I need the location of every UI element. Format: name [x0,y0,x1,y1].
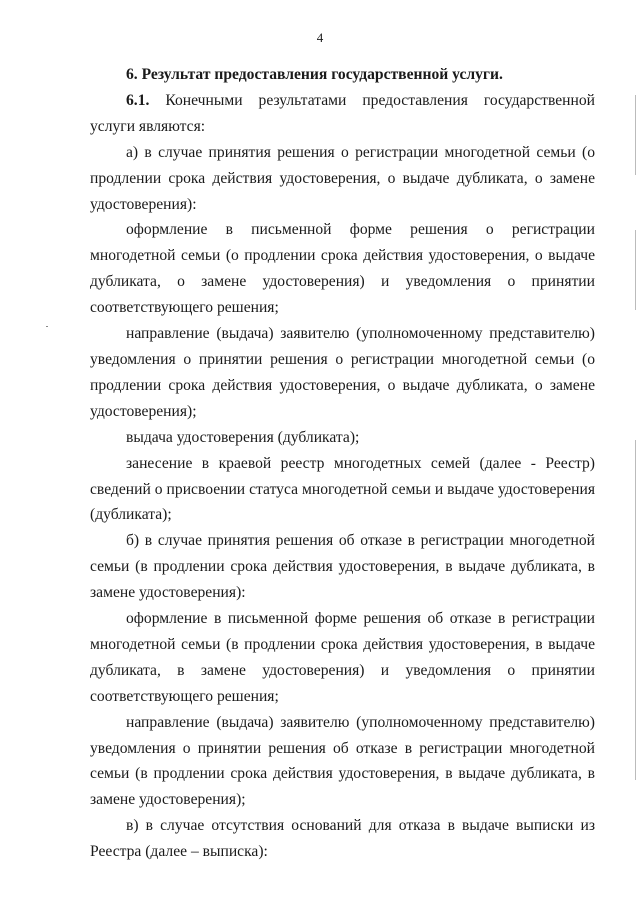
clause-6-1 [90,88,595,140]
scan-dot [46,326,48,327]
paragraph-a: а) в случае принятия решения о регистрации многодетной семьи (о продлении срока действия удостоверения, о выдаче дубликата, о замене удостоверения): [90,143,595,213]
paragraph-a-3: выдача удостоверения (дубликата); [126,428,360,446]
scan-edge-mark [635,440,636,780]
paragraph-v: в) в случае отсутствия оснований для отказа в выдаче выписки из Реестра (далее – выписка): [90,817,595,861]
clause-text: Конечными результатами предоставления государственной услуги являются: [90,91,595,135]
paragraph-b: б) в случае принятия решения об отказе в регистрации многодетной семьи (в продлении срока действия удостоверения, в выдаче дубликата, в замене удостоверения): [90,532,595,602]
paragraph-a-4: занесение в краевой реестр многодетных семей (далее - Реестр) сведений о присвоении статуса многодетной семьи и выдаче удостоверения (дубликата); [90,454,595,524]
paragraph-b-1: оформление в письменной форме решения об отказе в регистрации многодетной семьи (в продлении срока действия удостоверения, в выдаче дубликата, в замене удостоверения) и уведомления о принятии соответствующего решения; [90,610,595,705]
paragraph-a-2: направление (выдача) заявителю (уполномоченному представителю) уведомления о принятии решения о регистрации многодетной семьи (о продлении срока действия удостоверения, о выдаче дубликата, о замене удостоверения); [90,325,595,420]
paragraph-a-1: оформление в письменной форме решения о регистрации многодетной семьи (о продлении срока действия удостоверения, о выдаче дубликата, о замене удостоверения) и уведомления о принятии соответствующего решения; [90,221,595,317]
page-number: 4 [316,30,324,45]
section-heading: 6. Результат предоставления государственной услуги. [126,66,503,83]
document-body [90,62,595,865]
clause-number: 6.1. [126,91,150,109]
paragraph-b-2: направление (выдача) заявителю (уполномоченному представителю) уведомления о принятии решения об отказе в регистрации многодетной семьи (в продлении срока действия удостоверения, в выдаче дубликата, в замене удостоверения); [90,713,595,809]
scan-edge-mark [635,95,636,175]
scan-edge-mark [635,230,636,310]
